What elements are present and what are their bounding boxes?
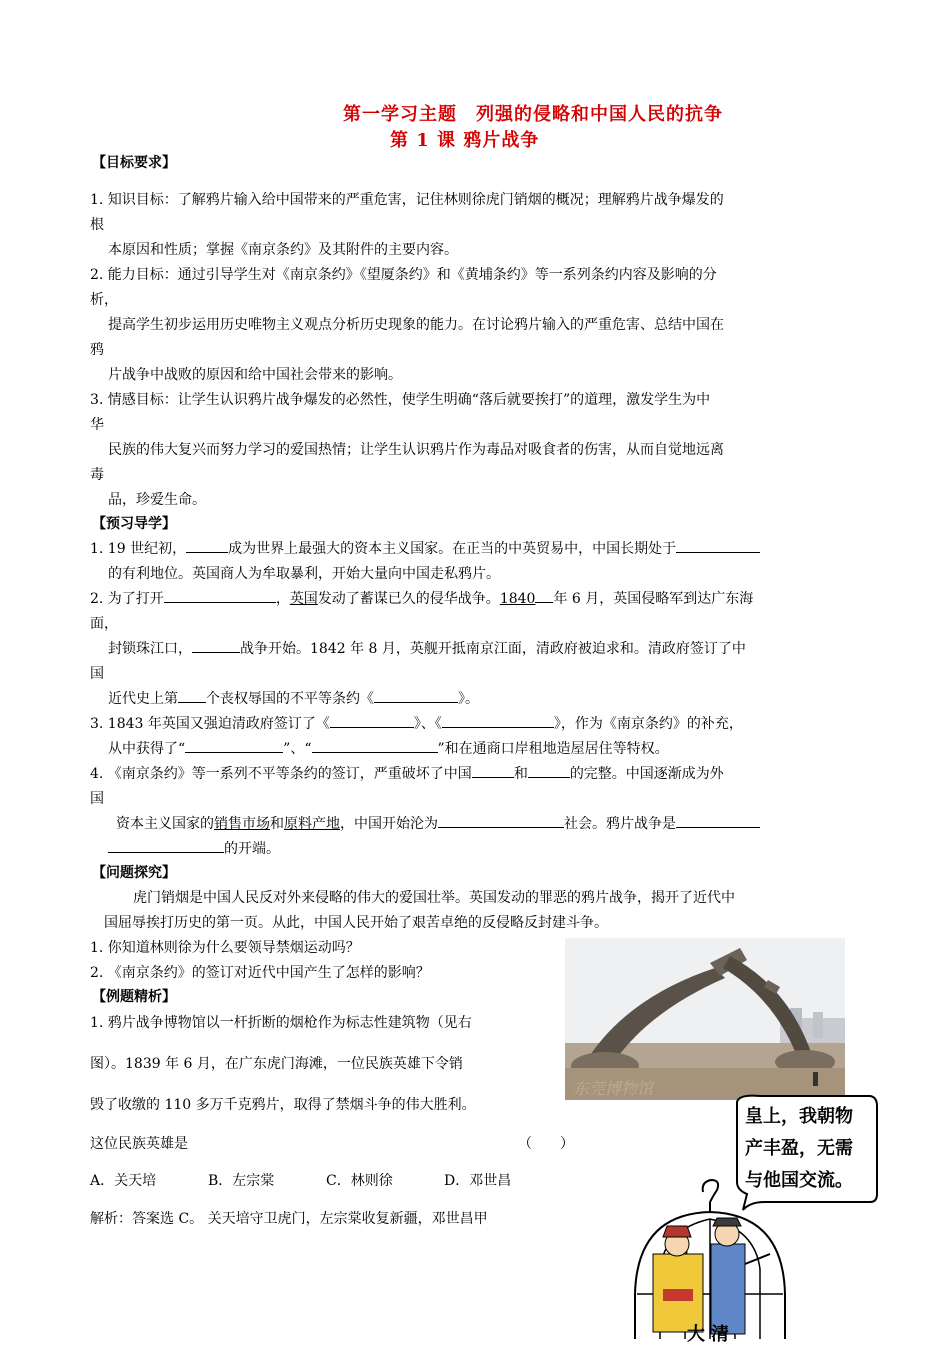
preview-3-cont: 从中获得了“ ”、“ ”和在通商口岸租地造屋居住等特权。 xyxy=(108,738,669,758)
preview-2-wrap: 面， xyxy=(90,616,118,632)
blank[interactable] xyxy=(164,588,276,603)
explore-intro-cont: 国屈辱挨打历史的第一页。从此，中国人民开始了艰苦卓绝的反侵略反封建斗争。 xyxy=(104,915,608,931)
goal-3-wrap: 华 xyxy=(90,417,104,433)
blank[interactable] xyxy=(472,763,514,778)
preview-2: 2. 为了打开 ，英国发动了蓄谋已久的侵华战争。1840 年 6 月，英国侵略军到达广东海 xyxy=(90,588,753,608)
watermark: 东莞博物馆 xyxy=(573,1079,654,1098)
preview-4-cont2: 的开端。 xyxy=(108,838,280,858)
blank[interactable] xyxy=(185,738,283,753)
example-question: 这位民族英雄是 xyxy=(90,1136,188,1152)
blank[interactable] xyxy=(528,763,570,778)
option-a[interactable]: A．关天培 xyxy=(90,1173,157,1189)
speech-line-1: 皇上，我朝物 xyxy=(745,1106,853,1127)
goal-2-wrap2: 鸦 xyxy=(90,342,104,358)
goal-1-cont: 本原因和性质；掌握《南京条约》及其附件的主要内容。 xyxy=(108,242,458,258)
goal-2-wrap: 析， xyxy=(90,292,118,308)
preview-2-cont2: 近代史上第 个丧权辱国的不平等条约《 》。 xyxy=(108,688,479,708)
example-text-2: 图）。1839 年 6 月，在广东虎门海滩，一位民族英雄下令销 xyxy=(90,1056,463,1072)
example-analysis: 解析：答案选 C。 关天培守卫虎门，左宗棠收复新疆，邓世昌甲 xyxy=(90,1211,488,1227)
blank[interactable] xyxy=(192,638,240,653)
qing-cartoon xyxy=(615,1094,880,1344)
lesson-title: 第 1 课 鸦片战争 xyxy=(390,130,540,151)
explore-question-2: 2. 《南京条约》的签订对近代中国产生了怎样的影响？ xyxy=(90,965,430,981)
blank[interactable] xyxy=(438,813,564,828)
option-d[interactable]: D．邓世昌 xyxy=(444,1173,512,1189)
goal-2-cont: 提高学生初步运用历史唯物主义观点分析历史现象的能力。在讨论鸦片输入的严重危害、总结中国在 xyxy=(108,317,724,333)
goal-2-cont2: 片战争中战败的原因和给中国社会带来的影响。 xyxy=(108,367,402,383)
goal-2: 2. 能力目标：通过引导学生对《南京条约》《望厦条约》和《黄埔条约》等一系列条约内容及影响的分 xyxy=(90,267,717,283)
goal-3-cont: 民族的伟大复兴而努力学习的爱国热情；让学生认识鸦片作为毒品对吸食者的伤害，从而自觉地远离 xyxy=(108,442,724,458)
cage-label: 大清 xyxy=(687,1324,735,1345)
goal-3: 3. 情感目标：让学生认识鸦片战争爆发的必然性，使学生明确“落后就要挨打”的道理，激发学生为中 xyxy=(90,392,711,408)
blank[interactable] xyxy=(330,713,414,728)
section-explore: 【问题探究】 xyxy=(92,865,176,881)
example-text-3: 毁了收缴的 110 多万千克鸦片，取得了禁烟斗争的伟大胜利。 xyxy=(90,1097,476,1113)
blank[interactable] xyxy=(374,688,458,703)
option-b[interactable]: B．左宗棠 xyxy=(208,1173,275,1189)
preview-4-cont: 资本主义国家的销售市场和原料产地，中国开始沦为 社会。鸦片战争是 xyxy=(116,813,760,833)
goal-1-wrap: 根 xyxy=(90,217,104,233)
main-title: 第一学习主题 列强的侵略和中国人民的抗争 xyxy=(343,104,723,125)
museum-photo xyxy=(565,938,845,1100)
blank[interactable] xyxy=(178,688,206,703)
preview-2-wrap2: 国 xyxy=(90,666,104,682)
birdcage-cartoon-illustration xyxy=(615,1094,880,1344)
preview-2-cont: 封锁珠江口， 战争开始。1842 年 8 月，英舰开抵南京江面，清政府被迫求和。清政府签订了中 xyxy=(108,638,746,658)
speech-line-2: 产丰盈，无需 xyxy=(745,1138,853,1159)
preview-3: 3. 1843 年英国又强迫清政府签订了《 》、《 》，作为《南京条约》的补充， xyxy=(90,713,743,733)
preview-4-wrap: 国 xyxy=(90,791,104,807)
section-examples: 【例题精析】 xyxy=(92,989,176,1005)
blank[interactable] xyxy=(108,838,224,853)
example-text-1: 1. 鸦片战争博物馆以一杆折断的烟枪作为标志性建筑物（见右 xyxy=(90,1015,472,1031)
speech-line-3: 与他国交流。 xyxy=(745,1170,853,1191)
preview-1-cont: 的有利地位。英国商人为牟取暴利，开始大量向中国走私鸦片。 xyxy=(108,566,500,582)
blank[interactable] xyxy=(186,538,228,553)
blank[interactable] xyxy=(676,538,760,553)
option-c[interactable]: C．林则徐 xyxy=(326,1173,393,1189)
goal-3-wrap2: 毒 xyxy=(90,467,104,483)
preview-4: 4. 《南京条约》等一系列不平等条约的签订，严重破坏了中国 和 的完整。中国逐渐成为外 xyxy=(90,763,724,783)
explore-question-1: 1. 你知道林则徐为什么要领导禁烟运动吗？ xyxy=(90,940,360,956)
explore-intro: 虎门销烟是中国人民反对外来侵略的伟大的爱国壮举。英国发动的罪恶的鸦片战争，揭开了近代中 xyxy=(133,890,735,906)
blank[interactable] xyxy=(676,813,760,828)
blank[interactable] xyxy=(312,738,438,753)
answer-parentheses[interactable]: （ ） xyxy=(518,1136,574,1152)
section-preview: 【预习导学】 xyxy=(92,516,176,532)
goal-1: 1. 知识目标：了解鸦片输入给中国带来的严重危害，记住林则徐虎门销烟的概况；理解鸦片战争爆发的 xyxy=(90,192,724,208)
blank[interactable] xyxy=(535,588,553,603)
preview-1: 1. 19 世纪初， 成为世界上最强大的资本主义国家。在正当的中英贸易中，中国长期处于 xyxy=(90,538,760,558)
blank[interactable] xyxy=(442,713,554,728)
goal-3-cont2: 品，珍爱生命。 xyxy=(108,492,206,508)
section-goals: 【目标要求】 xyxy=(92,155,176,171)
